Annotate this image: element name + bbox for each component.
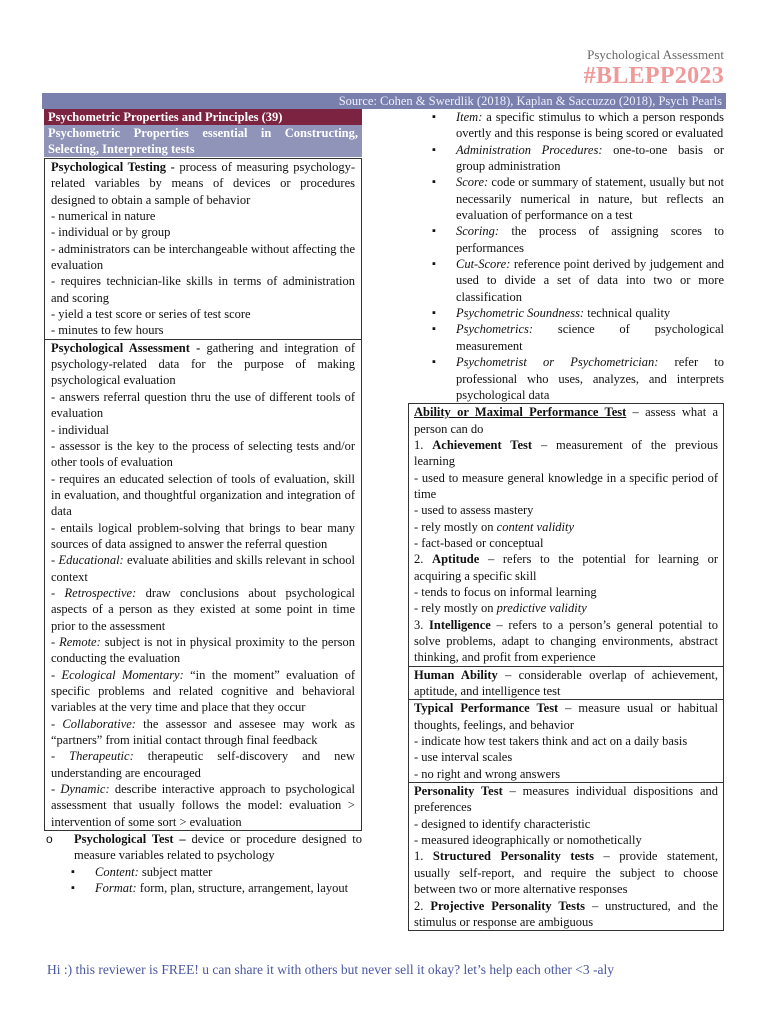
human-ability-box	[408, 667, 724, 701]
psych-test-subitem	[95, 880, 362, 896]
intelligence-term: Intelligence	[429, 617, 491, 632]
assessment-type: - Ecological Momentary: “in the moment” evaluation of specific problems and related cognitive and behavioral variables at the very time and place that they occur	[51, 667, 355, 715]
achievement-number: 1.	[414, 437, 433, 452]
assessment-type-name: Remote:	[59, 634, 101, 649]
bullet-term: Psychometric Soundness:	[456, 306, 585, 321]
assessment-type-desc: “in the moment” evaluation of specific problems and related cognitive and behavioral variables at the very time and place that they occur	[51, 667, 355, 715]
ability-term: Ability or Maximal Performance Test	[414, 405, 627, 420]
assessment-type-desc: evaluate abilities and skills relevant in school context	[51, 553, 355, 584]
human-ability-term: Human Ability	[414, 667, 498, 682]
ability-definition	[414, 404, 718, 437]
testing-point: - yield a test score or series of test score	[51, 307, 251, 322]
term-bullet	[456, 223, 724, 256]
psych-test-sublist	[44, 864, 362, 897]
ability-definition-text: – assess what a person can do	[414, 405, 719, 436]
structured-number: 1.	[414, 849, 433, 864]
testing-definition	[51, 159, 355, 208]
bullet-term: Cut-Score:	[456, 257, 511, 272]
assessment-type-desc: the assessor and assesee may work as “partners” from initial contact through final feedback	[51, 716, 355, 748]
typical-term: Typical Performance Test	[414, 701, 559, 716]
ability-test-box	[408, 403, 724, 667]
source-bar: Source: Cohen & Swerdlik (2018), Kaplan & Saccuzzo (2018), Psych Pearls	[42, 93, 726, 109]
testing-point: - minutes to few hours	[51, 323, 164, 338]
testing-point: - numerical in nature	[51, 209, 156, 224]
assessment-type-name: Therapeutic:	[69, 749, 134, 764]
assessment-definition-text: gathering and integration of psychology-related data for the purpose of making psychological evaluation	[51, 340, 355, 388]
testing-definition-text: process of measuring psychology-related variables by means of devices or procedures designed to obtain a sample of behavior	[51, 160, 355, 207]
assessment-type: - Remote: subject is not in physical proximity to the person conducting the evaluation	[51, 634, 355, 666]
term-bullet-list	[408, 109, 724, 403]
achievement-term: Achievement Test	[432, 437, 533, 452]
subitem-name: Content:	[95, 864, 139, 879]
bullet-term: Item:	[456, 110, 483, 124]
typical-point: - no right and wrong answers	[414, 766, 561, 781]
assessment-type-name: Collaborative:	[62, 716, 136, 731]
aptitude-point: - tends to focus on informal learning	[414, 584, 597, 599]
aptitude-point	[414, 600, 718, 616]
personality-point: - measured ideographically or nomothetically	[414, 833, 642, 848]
typical-point: - use interval scales	[414, 750, 513, 765]
assessment-type: - Collaborative: the assessor and assesee may work as “partners” from initial contact through final feedback	[51, 716, 355, 748]
term-bullet	[456, 174, 724, 223]
assessment-type-desc: therapeutic self-discovery and new understanding are encouraged	[51, 749, 355, 780]
assessment-type: - Therapeutic: therapeutic self-discovery and new understanding are encouraged	[51, 749, 355, 780]
projective-definition-text: – unstructured, and the stimulus or response are ambiguous	[414, 898, 718, 929]
testing-point: - individual or by group	[51, 225, 171, 240]
term-bullet	[456, 109, 724, 142]
achievement-definition-text: – measurement of the previous learning	[414, 437, 719, 469]
subitem-desc: form, plan, structure, arrangement, layout	[136, 881, 349, 896]
personality-test-box	[408, 783, 724, 931]
typical-definition-text: – measure usual or habitual thoughts, feelings, and behavior	[414, 701, 718, 732]
term-bullet	[456, 354, 724, 403]
achievement-point	[414, 519, 718, 535]
assessment-type-desc: subject is not in physical proximity to the person conducting the evaluation	[51, 634, 355, 666]
typical-definition	[414, 700, 718, 733]
term-bullet	[456, 321, 724, 354]
bullet-desc: refer to professional who uses, analyzes, and interprets psychological data	[456, 355, 724, 402]
header-subtitle: Psychological Assessment	[587, 47, 724, 62]
projective-term: Projective Personality Tests	[430, 898, 585, 913]
term-bullet	[456, 305, 724, 321]
subitem-name: Format:	[95, 881, 137, 896]
achievement-definition	[414, 437, 718, 470]
bullet-desc: the process of assigning scores to performances	[456, 224, 724, 255]
bullet-term: Psychometrist or Psychometrician:	[456, 355, 659, 370]
assessment-type-desc: describe interactive approach to psychological assessment that usually follows the model: evaluation > intervention of some sort > evaluation	[51, 782, 355, 829]
bullet-desc: a specific stimulus to which a person responds overtly and this response is being scored or evaluated	[456, 110, 724, 141]
structured-term: Structured Personality tests	[432, 849, 595, 864]
assessment-type: - Retrospective: draw conclusions about psychological aspects of a person as they existed at some point in time prior to the assessment	[51, 585, 355, 633]
bullet-desc: code or summary of statement, usually but not necessarily numerical in nature, but reflects an evaluation of performance on a test	[456, 175, 724, 223]
assessment-definition	[51, 340, 355, 389]
bullet-desc: science of psychological measurement	[456, 322, 724, 353]
assessment-type-name: Dynamic:	[60, 782, 110, 797]
structured-definition	[414, 848, 718, 897]
achievement-point-text: - rely mostly on	[414, 519, 497, 534]
assessment-point: - requires an educated selection of tools of evaluation, skill in evaluation, and thoughtful organization and integration of data	[51, 471, 355, 519]
human-ability-definition-text: – considerable overlap of achievement, aptitude, and intelligence test	[414, 667, 718, 699]
section-title: Psychometric Properties and Principles (39)	[44, 109, 362, 125]
testing-point: - administrators can be interchangeable without affecting the evaluation	[51, 241, 355, 273]
psych-test-term: Psychological Test –	[74, 832, 186, 847]
bullet-term: Scoring:	[456, 224, 500, 239]
achievement-point: - fact-based or conceptual	[414, 535, 544, 550]
header-hashtag: #BLEPP2023	[583, 63, 724, 89]
section-subtitle: Psychometric Properties essential in Constructing, Selecting, Interpreting tests	[44, 125, 362, 157]
bullet-term: Administration Procedures:	[456, 142, 603, 157]
aptitude-definition-text: – refers to the potential for learning or acquiring a specific skill	[414, 552, 719, 583]
bullet-desc: one-to-one basis or group administration	[456, 142, 724, 174]
personality-point: - designed to identify characteristic	[414, 816, 591, 831]
human-ability-definition	[414, 667, 718, 700]
assessment-point: - individual	[51, 422, 109, 437]
psychological-assessment-box	[44, 340, 362, 831]
aptitude-number: 2.	[414, 552, 433, 567]
psychological-test-item	[44, 831, 362, 864]
assessment-type-name: Ecological Momentary:	[61, 667, 184, 682]
assessment-type-name: Educational:	[58, 553, 124, 568]
assessment-type-name: Retrospective:	[64, 585, 137, 600]
projective-definition	[414, 898, 718, 931]
aptitude-point-text: - rely mostly on	[414, 601, 497, 616]
psych-test-definition: device or procedure designed to measure variables related to psychology	[74, 832, 362, 863]
structured-definition-text: – provide statement, usually self-report, and require the subject to choose between two or more alternative responses	[414, 849, 718, 897]
intelligence-definition	[414, 617, 718, 666]
bullet-term: Score:	[456, 175, 489, 190]
aptitude-term: Aptitude	[432, 552, 480, 567]
personality-definition-text: – measures individual dispositions and preferences	[414, 784, 718, 815]
subitem-desc: subject matter	[138, 864, 213, 879]
assessment-point: - assessor is the key to the process of selecting tests and/or other tools of evaluation	[51, 438, 355, 470]
bullet-desc: technical quality	[584, 306, 671, 321]
bullet-desc: reference point derived by judgement and used to divide a set of data into two or more classification	[456, 257, 724, 304]
achievement-point: - used to assess mastery	[414, 503, 534, 518]
typical-point: - indicate how test takers think and act on a daily basis	[414, 734, 688, 749]
personality-term: Personality Test	[414, 784, 503, 799]
achievement-point: - used to measure general knowledge in a specific period of time	[414, 470, 718, 501]
assessment-type: - Dynamic: describe interactive approach to psychological assessment that usually follows the model: evaluation > intervention of some sort > evaluation	[51, 782, 355, 829]
achievement-validity: content validity	[496, 519, 575, 534]
typical-performance-box	[408, 700, 724, 783]
term-bullet	[456, 142, 724, 175]
testing-term: Psychological Testing -	[51, 160, 175, 174]
psychological-testing-box	[44, 158, 362, 340]
bullet-term: Psychometrics:	[456, 322, 534, 337]
assessment-point: - entails logical problem-solving that brings to bear many sources of data assigned to answer the referral question	[51, 520, 355, 551]
right-column	[408, 109, 724, 931]
aptitude-validity: predictive validity	[496, 601, 587, 616]
aptitude-definition	[414, 551, 718, 584]
intelligence-definition-text: – refers to a person’s general potential to solve problems, adapt to changing environments, abstract thinking, and profit from experience	[414, 617, 719, 665]
psych-test-subitem	[95, 864, 362, 880]
assessment-point: - answers referral question thru the use of different tools of evaluation	[51, 389, 355, 421]
left-column	[44, 109, 362, 896]
intelligence-number: 3.	[414, 617, 430, 632]
assessment-type-desc: draw conclusions about psychological aspects of a person as they existed at some point in time prior to the assessment	[51, 585, 355, 633]
projective-number: 2.	[414, 898, 431, 913]
term-bullet	[456, 256, 724, 305]
personality-definition	[414, 783, 718, 816]
assessment-type: - Educational: evaluate abilities and skills relevant in school context	[51, 553, 355, 584]
footer-note: Hi :) this reviewer is FREE! u can share it with others but never sell it okay? let’s help each other <3 -aly	[47, 962, 614, 977]
testing-point: - requires technician-like skills in terms of administration and scoring	[51, 274, 355, 305]
assessment-term: Psychological Assessment -	[51, 340, 201, 355]
